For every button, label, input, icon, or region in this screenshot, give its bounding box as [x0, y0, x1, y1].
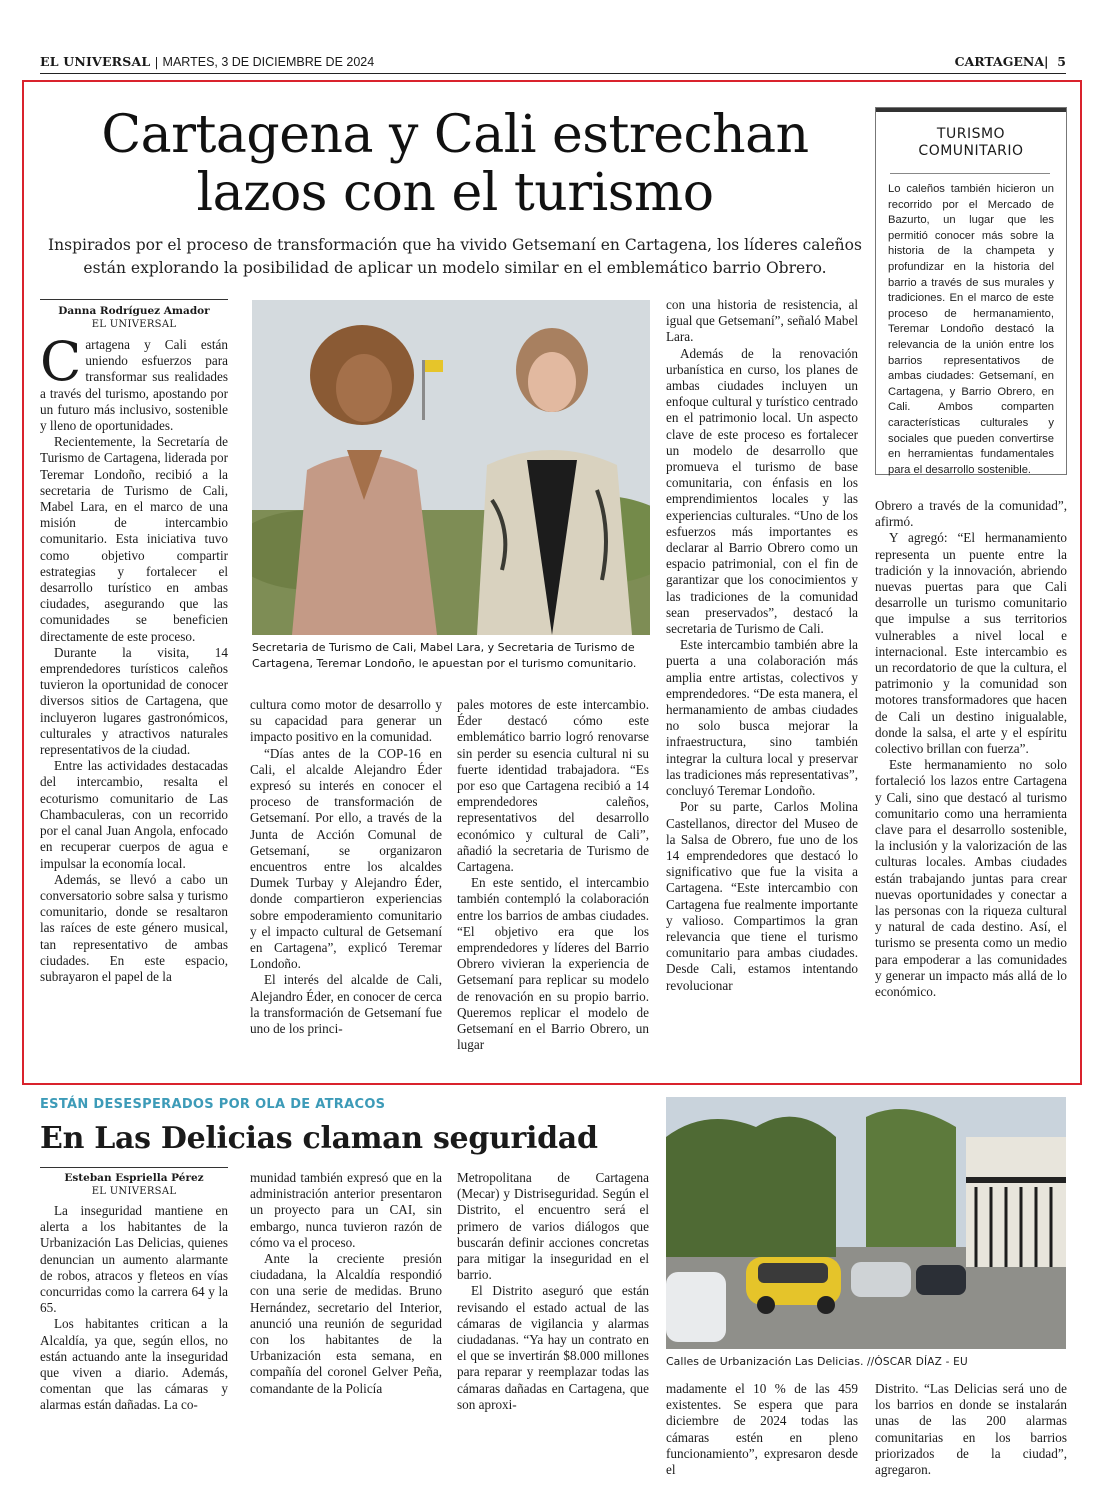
paragraph: Los habitantes critican a la Alcaldía, ya que, según ellos, no están actuando ante la inseguridad que viven a diario. Además, comentan que las cámaras y alarmas están dañadas. La co-	[40, 1316, 228, 1413]
paragraph: cultura como motor de desarrollo y su capacidad para generar un impacto positivo en la comunidad.	[250, 697, 442, 745]
author-org: EL UNIVERSAL	[91, 1186, 177, 1197]
sidebar-divider	[890, 173, 1050, 174]
photo-illustration	[666, 1097, 1066, 1349]
paragraph: Ante la creciente presión ciudadana, la Alcaldía respondió con una serie de medidas. Bruno Hernández, secretario del Interior, anunció una reunión de seguridad con los habitantes de la Urbanización esta semana, en compañía del coronel Gelver Peña, comandante de la Policía	[250, 1251, 442, 1396]
paragraph: Metropolitana de Cartagena (Mecar) y Distriseguridad. Según el Distrito, el encuentro será el primero de varios diálogos que buscarán definir acciones concretas para mitigar la inseguridad en el barrio.	[457, 1170, 649, 1283]
paragraph: En este sentido, el intercambio también contempló la colaboración entre los barrios de ambas ciudades. “El objetivo era que los emprendedores y líderes del Barrio Obrero vivieran la experiencia de Getsemaní para replicar su modelo de renovación en su propio barrio. Queremos replicar el modelo de Getsemaní en el Barrio Obrero, un lugar	[457, 875, 649, 1053]
paragraph: Obrero a través de la comunidad”, afirmó.	[875, 498, 1067, 530]
sidebar-heading: TURISMO COMUNITARIO	[918, 126, 1024, 159]
paragraph: Este intercambio también abre la puerta a una colaboración más amplia entre artistas, colectivos y emprendedores. “De esta manera, el hermanamiento de ambas ciudades no solo busca mejorar la infraestructura, sino también integrar la cultura local y preservar las tradiciones más representativas”, concluyó Teremar Londoño.	[666, 637, 858, 799]
article-title: Cartagena y Cali estrechan lazos con el turismo	[101, 105, 809, 223]
article-column-4	[666, 297, 858, 994]
article-column-3	[457, 697, 649, 1053]
paragraph: Distrito. “Las Delicias será uno de los barrios en donde se instalarán unas de las 200 alarmas comunitarias en los barrios priorizados de la ciudad”, agregaron.	[875, 1381, 1067, 1478]
article2-column-3	[457, 1170, 649, 1413]
photo-caption: Secretaria de Turismo de Cali, Mabel Lara, y Secretaria de Turismo de Cartagena, Teremar Londoño, le apuestan por el turismo comunitario.	[252, 641, 637, 670]
dropcap: C	[40, 330, 82, 393]
article2-photo	[666, 1097, 1066, 1349]
article2-kicker: ESTÁN DESESPERADOS POR OLA DE ATRACOS	[40, 1097, 386, 1112]
article2-byline	[40, 1172, 228, 1198]
paragraph: El Distrito aseguró que están revisando el estado actual de las cámaras de vigilancia y alarmas ciudadanas. “Ya hay un contrato en el que se invertirán $8.000 millones para reparar y reemplazar todas las cámaras dañadas en Cartagena, que son aproxi-	[457, 1283, 649, 1412]
article2-column-2	[250, 1170, 442, 1397]
paragraph: madamente el 10 % de las 459 existentes. Se espera que para diciembre de 2024 todas las cámaras estén en pleno funcionamiento”, expresaron desde el	[666, 1381, 858, 1478]
article-column-5	[875, 498, 1067, 1000]
caption-text: Calles de Urbanización Las Delicias.	[666, 1355, 864, 1368]
photo-credit: //ÓSCAR DÍAZ - EU	[866, 1356, 968, 1368]
article-subtitle: Inspirados por el proceso de transformación que ha vivido Getsemaní en Cartagena, los líderes caleños están explorando la posibilidad de aplicar un modelo similar en el emblemático barrio Obrero.	[48, 236, 862, 277]
paragraph: con una historia de resistencia, al igual que Getsemaní”, señaló Mabel Lara.	[666, 297, 858, 345]
paragraph: Durante la visita, 14 emprendedores turísticos caleños tuvieron la oportunidad de conocer diversos sitios de Cartagena, que incluyeron lugares gastronómicos, culturales y atractivos naturales representativos de la ciudad.	[40, 644, 228, 758]
paragraph: munidad también expresó que en la administración anterior presentaron un proyecto para un CAI, sin embargo, nunca tuvieron razón de cómo va el proceso.	[250, 1170, 442, 1250]
section-name: CARTAGENA	[954, 54, 1045, 69]
sidebar-body: Lo caleños también hicieron un recorrido por el Mercado de Bazurto, un lugar que les permitió conocer más sobre la historia de la champeta y profundizar en la historia del barrio a través de sus murales y tradiciones. En el marco de este proceso de hermanamiento, Teremar Londoño destacó la relevancia de la unión entre los barrios representativos de ambas ciudades: Getsemaní, en Cartagena, y Barrio Obrero, en Cali. Ambos comparten características culturales y sociales que pueden convertirse en herramientas fundamentales para el desarrollo sostenible.	[888, 183, 1054, 476]
page-header	[40, 52, 1066, 74]
header-left: EL UNIVERSAL | MARTES, 3 DE DICIEMBRE DE 2024	[40, 54, 375, 69]
paragraph: La inseguridad mantiene en alerta a los habitantes de la Urbanización Las Delicias, quienes denuncian un aumento alarmante de robos, atracos y fleteos en vías concurridas como la carrera 64 y la 65.	[40, 1203, 228, 1316]
sidebar-box	[875, 107, 1067, 475]
paragraph: Entre las actividades destacadas del intercambio, resalta el ecoturismo comunitario de Las Chambaculeras, con un recorrido por el canal Juan Angola, enfocado en recuperar cuerpos de agua e impulsar la economía local.	[40, 758, 228, 871]
paragraph: El interés del alcalde de Cali, Alejandro Éder, en conocer de cerca la transformación de Getsemaní fue uno de los princi-	[250, 972, 442, 1037]
page-number: 5	[1057, 54, 1066, 69]
paragraph: Por su parte, Carlos Molina Castellanos, director del Museo de la Salsa de Obrero, fue uno de los 14 emprendedores que destacó lo significativo que fue la visita a Cartagena. “Este intercambio con Cartagena fue realmente importante y valioso. Compartimos la gran relevancia que tiene el turismo comunitario para ambas ciudades. Desde Cali, estamos intentando revolucionar	[666, 799, 858, 993]
byline-rule	[40, 1167, 228, 1168]
paragraph: Recientemente, la Secretaría de Turismo de Cartagena, liderada por Teremar Londoño, recibió a la secretaria de Turismo de Cali, Mabel Lara, en el marco de una misión de intercambio comunitario. Esta iniciativa tuvo como objetivo compartir estrategias y fortalecer el desarrollo turístico en ambas ciudades, asegurando que las comunidades se beneficien directamente de este proceso.	[40, 434, 228, 644]
paper-name: EL UNIVERSAL	[40, 54, 151, 69]
paragraph: “Días antes de la COP-16 en Cali, el alcalde Alejandro Éder expresó su interés en conocer el proceso de transformación de Getsemaní. Por ello, a través de la Junta de Acción Comunal de Getsemaní, se organizaron encuentros entre los alcaldes Dumek Turbay y Alejandro Éder, donde compartieron experiencias sobre empoderamiento comunitario y el impacto cultural de Getsemaní en Cartagena”, explicó Teremar Londoño.	[250, 745, 442, 972]
sidebar-top-rule	[876, 108, 1066, 112]
author-org: EL UNIVERSAL	[91, 319, 177, 330]
issue-date: MARTES, 3 DE DICIEMBRE DE 2024	[162, 55, 375, 69]
article-byline	[40, 305, 228, 331]
article2-column-4	[666, 1381, 858, 1478]
article-photo	[252, 300, 650, 635]
paragraph: Y agregó: “El hermanamiento representa un puente entre la tradición y la innovación, abriendo nuevas puertas para que Cali desarrolle un turismo comunitario que impulse a sus territorios vulnerables a nivel local e internacional. Este intercambio es un recordatorio de que la cultura, el patrimonio y la comunidad son motores transformadores que hacen de Cali un destino inigualable, donde la salsa, el arte y el espíritu colectivo brillan con fuerza”.	[875, 530, 1067, 757]
author-name: Danna Rodríguez Amador	[58, 305, 210, 317]
paragraph: pales motores de este intercambio. Éder destacó cómo este emblemático barrio logró renovarse sin perder su esencia cultural ni su fuerte identidad trabajadora. “Es por eso que Cartagena recibió a 14 emprendedores caleños, representativos del desarrollo económico y cultural de Cali”, añadió la secretaria de Turismo de Cartagena.	[457, 697, 649, 875]
paragraph: Este hermanamiento no solo fortaleció los lazos entre Cartagena y Cali, sino que destacó al turismo comunitario como una herramienta clave para el desarrollo sostenible, la inclusión y la valorización de las culturas locales. Ambas ciudades están trabajando juntas para crear nuevas oportunidades y conectar a las personas con la riqueza cultural y natural de cada destino. Así, el turismo se presenta como un medio para empoderar a las comunidades y generar un impacto más allá de lo económico.	[875, 757, 1067, 1000]
article-column-1	[40, 330, 228, 985]
article2-column-5	[875, 1381, 1067, 1478]
photo-illustration	[252, 300, 650, 635]
article-column-2	[250, 697, 442, 1037]
paragraph: Además de la renovación urbanística en curso, los planes de ambas ciudades incluyen un enfoque cultural y turístico centrado en el patrimonio local. Un aspecto clave de este proceso es fortalecer un modelo de desarrollo que promueva el turismo de base comunitaria, con énfasis en los emprendimientos locales y las experiencias culturales. “Uno de los esfuerzos más importantes es declarar al Barrio Obrero como un espacio patrimonial, con el fin de garantizar que los conocimientos y las tradiciones de la comunidad sean preservados”, destacó la secretaria de Turismo de Cali.	[666, 345, 858, 637]
paragraph: Cartagena y Cali están uniendo esfuerzos para transformar sus realidades a través del turismo, apostando por un futuro más inclusivo, sostenible y lleno de oportunidades.	[40, 330, 228, 434]
article2-title: En Las Delicias claman seguridad	[40, 1121, 598, 1156]
article2-column-1	[40, 1203, 228, 1414]
header-right: CARTAGENA| 5	[954, 54, 1066, 69]
paragraph: Además, se llevó a cabo un conversatorio sobre salsa y turismo comunitario, donde se resaltaron las raíces de este género musical, tan representativo de ambas ciudades. En este espacio, subrayaron el papel de la	[40, 871, 228, 984]
article2-photo-caption	[666, 1354, 1066, 1370]
author-name: Esteban Espriella Pérez	[64, 1172, 204, 1184]
byline-rule	[40, 299, 228, 300]
